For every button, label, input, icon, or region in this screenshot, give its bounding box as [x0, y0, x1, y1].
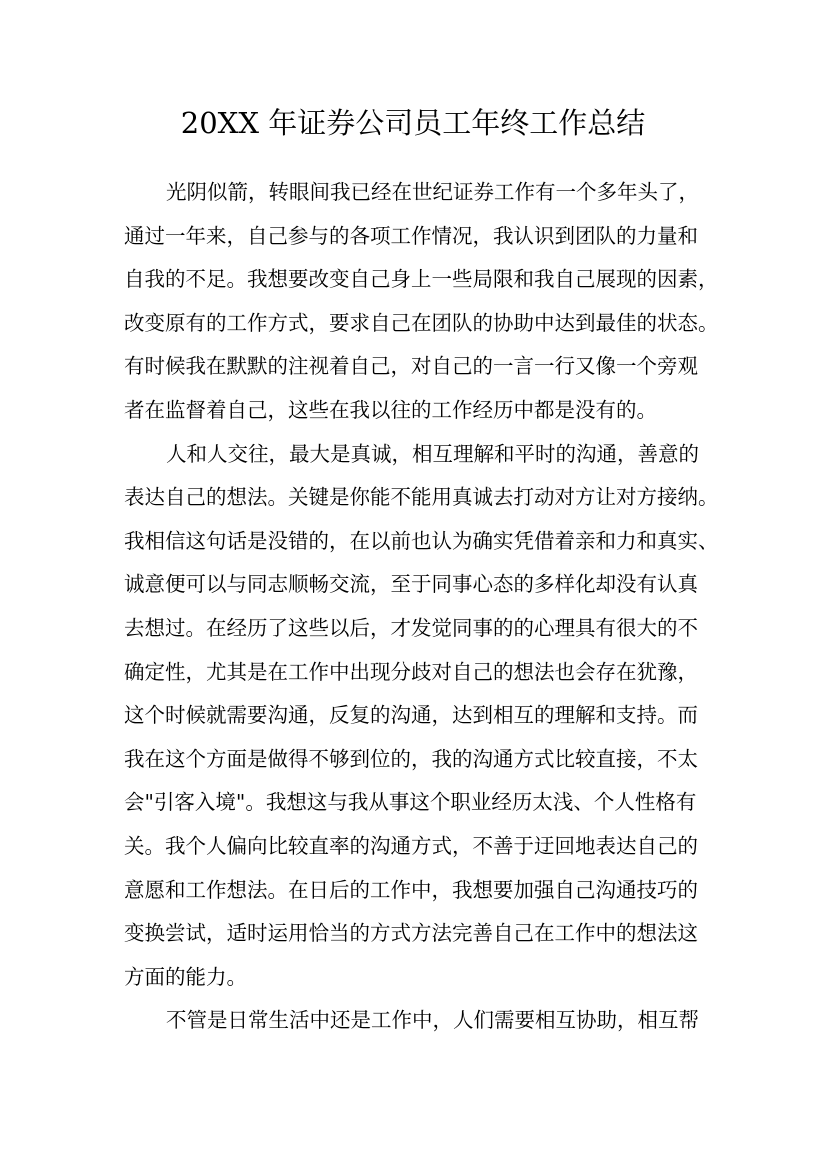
document-title: 20XX 年证券公司员工年终工作总结: [180, 106, 646, 140]
paragraph-2-line: 确定性，尤其是在工作中出现分歧对自己的想法也会存在犹豫，: [124, 659, 698, 684]
paragraph-1-line: 有时候我在默默的注视着自己，对自己的一言一行又像一个旁观: [124, 354, 698, 379]
paragraph-2-line: 去想过。在经历了这些以后，才发觉同事的的心理具有很大的不: [124, 615, 698, 640]
paragraph-2-line: 变换尝试，适时运用恰当的方式方法完善自己在工作中的想法这: [124, 921, 698, 946]
paragraph-2-line: 人和人交往，最大是真诚，相互理解和平时的沟通，善意的: [166, 441, 699, 466]
document-body: [124, 171, 724, 1043]
paragraph-3-line: 不管是日常生活中还是工作中，人们需要相互协助，相互帮: [166, 1008, 699, 1033]
paragraph-2-line: 会"引客入境"。我想这与我从事这个职业经历太浅、个人性格有: [124, 790, 697, 815]
paragraph-1-line: 光阴似箭，转眼间我已经在世纪证券工作有一个多年头了，: [166, 180, 699, 204]
paragraph-2-line: 我相信这句话是没错的，在以前也认为确实凭借着亲和力和真实、: [124, 528, 719, 553]
paragraph-1-line: 自我的不足。我想要改变自己身上一些局限和我自己展现的因素，: [124, 267, 719, 292]
paragraph-1-line: 者在监督着自己，这些在我以往的工作经历中都是没有的。: [124, 397, 657, 422]
paragraph-1-line: 改变原有的工作方式，要求自己在团队的协助中达到最佳的状态。: [124, 310, 719, 335]
paragraph-2-line: 诚意便可以与同志顺畅交流，至于同事心态的多样化却没有认真: [124, 572, 698, 597]
paragraph-2-line: 表达自己的想法。关键是你能不能用真诚去打动对方让对方接纳。: [124, 485, 719, 510]
paragraph-2-line: 关。我个人偏向比较直率的沟通方式，不善于迂回地表达自己的: [124, 833, 698, 858]
paragraph-2-line: 我在这个方面是做得不够到位的，我的沟通方式比较直接，不太: [124, 746, 698, 771]
paragraph-2-line: 方面的能力。: [124, 964, 247, 989]
paragraph-1-line: 通过一年来，自己参与的各项工作情况，我认识到团队的力量和: [124, 223, 698, 248]
paragraph-2-line: 这个时候就需要沟通，反复的沟通，达到相互的理解和支持。而: [124, 703, 698, 728]
paragraph-2-line: 意愿和工作想法。在日后的工作中，我想要加强自己沟通技巧的: [124, 877, 698, 902]
